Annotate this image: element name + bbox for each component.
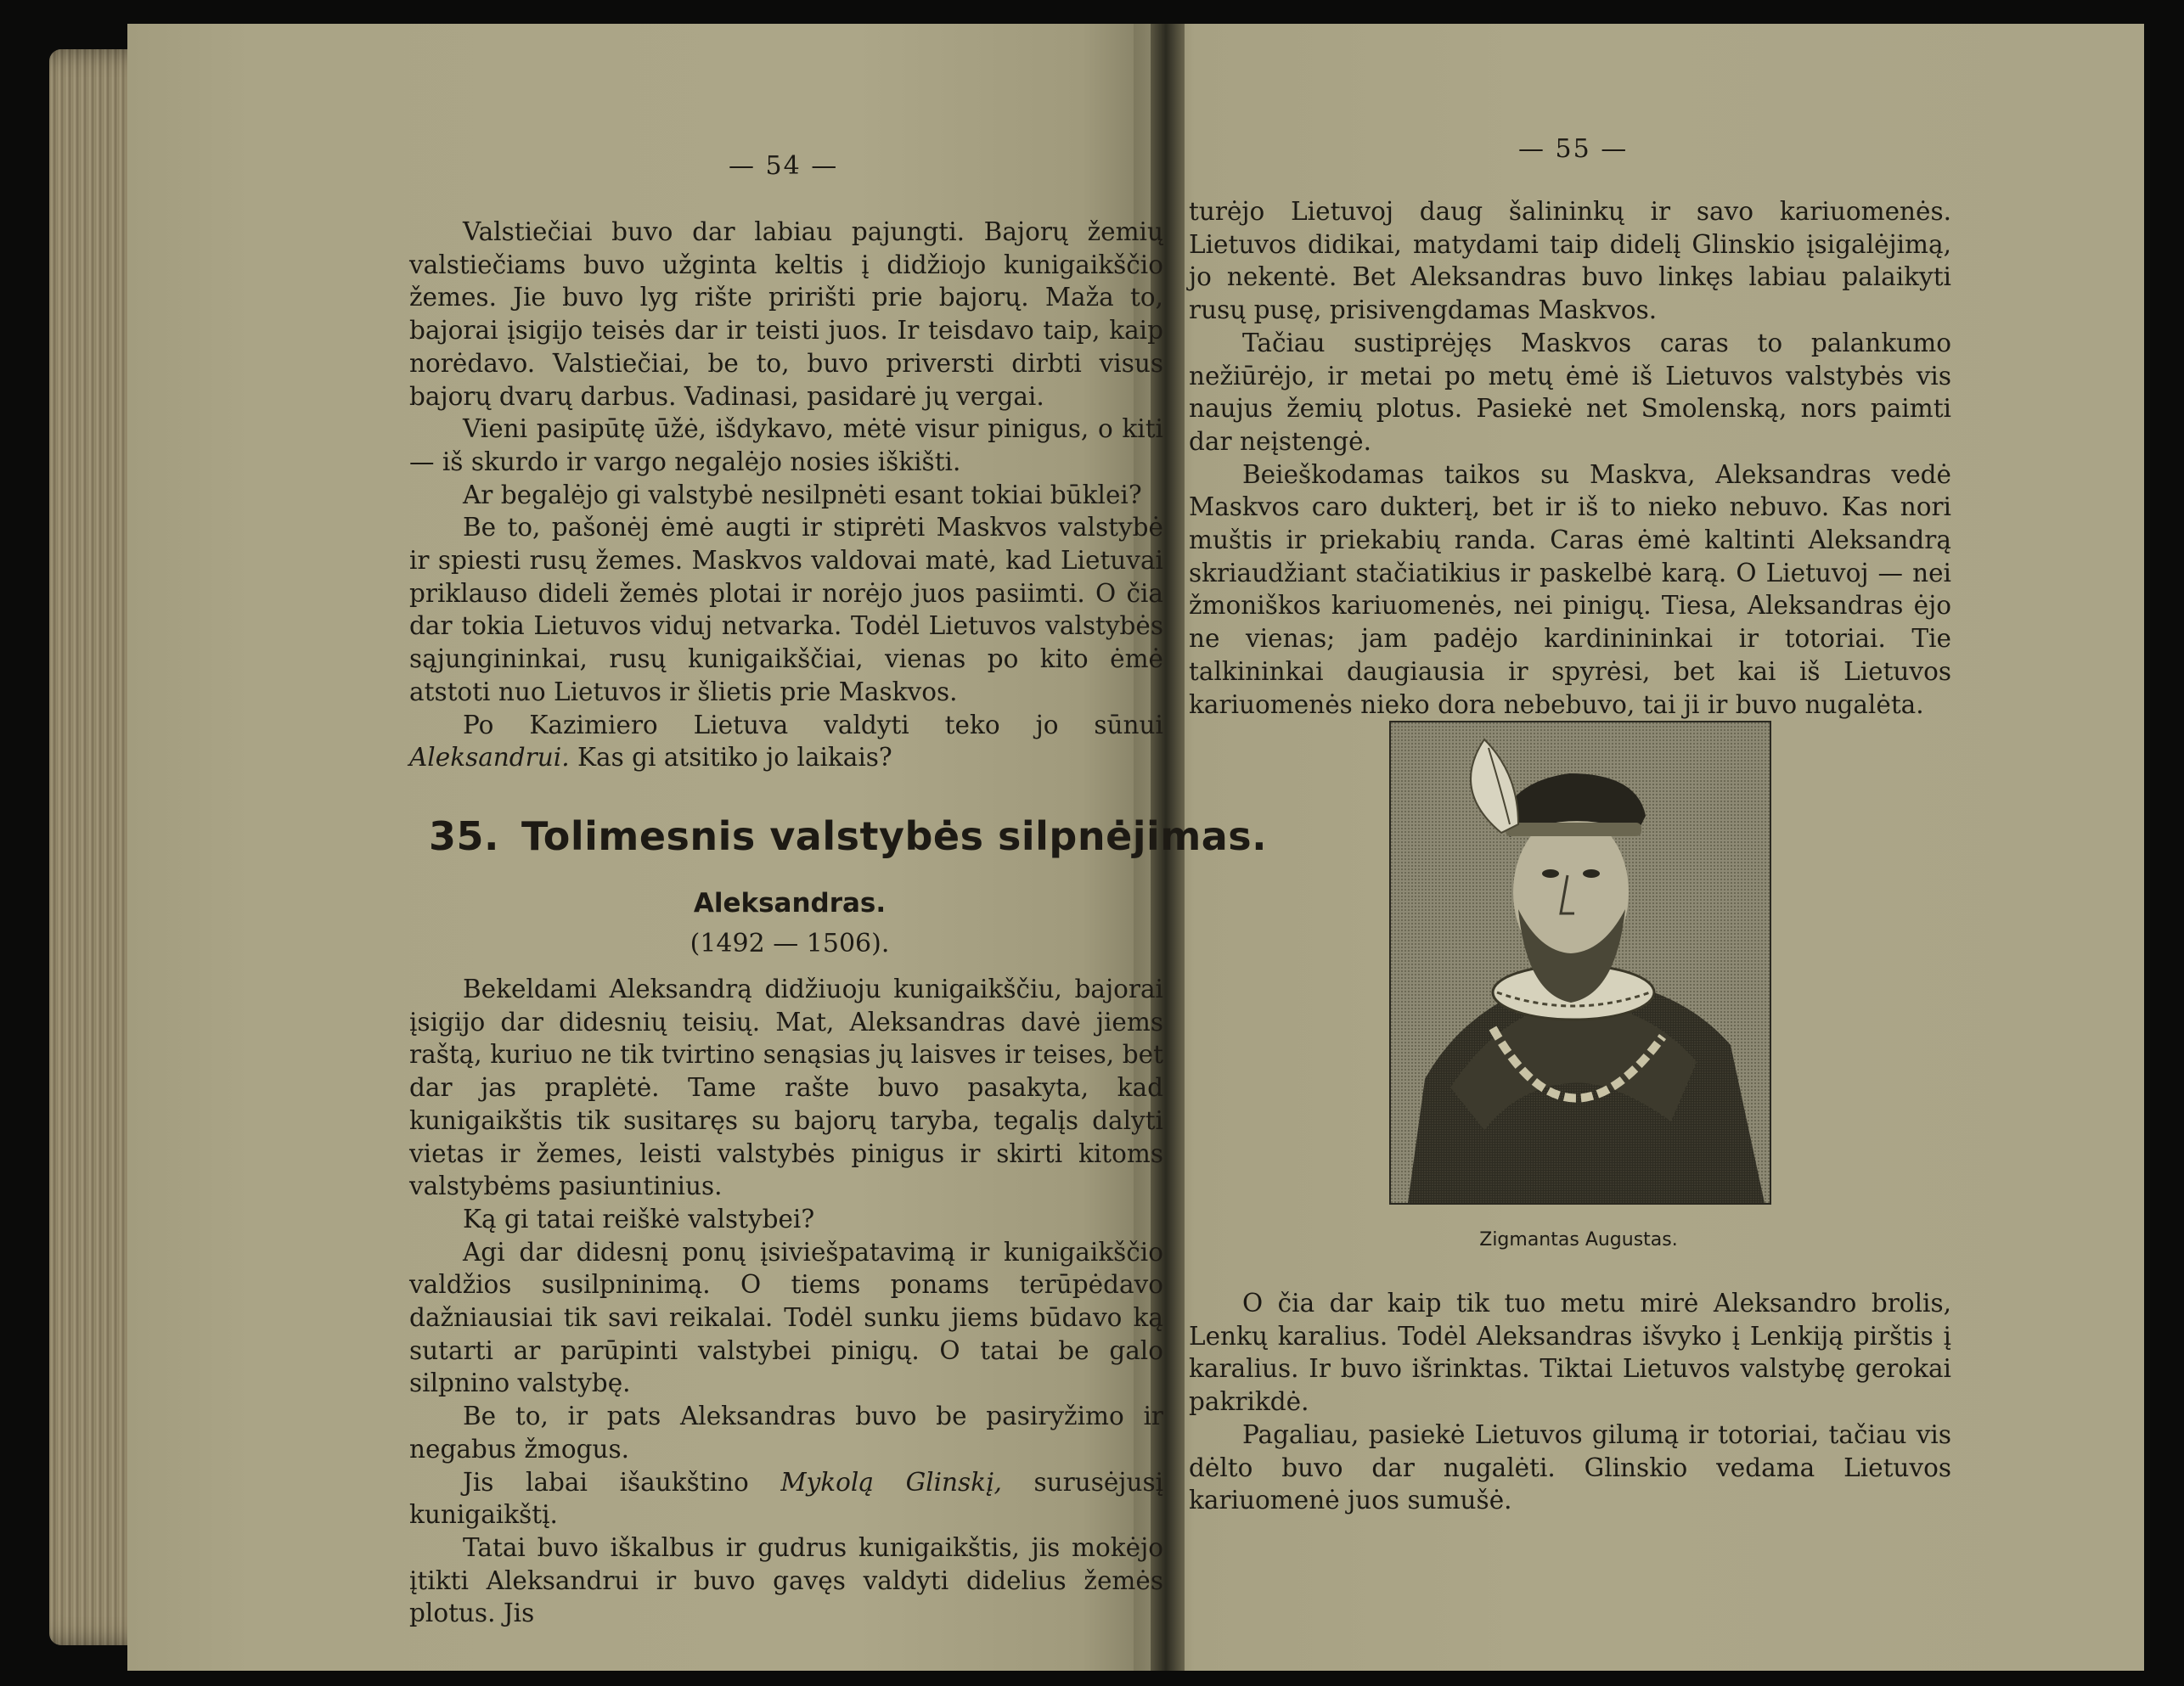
text-span: surusėjusį kunigaikštį. — [409, 1467, 1164, 1530]
paragraph: Beieškodamas taikos su Maskva, Aleksandras vedė Maskvos caro dukterį, bet ir iš to nieko nebuvo. Kas nori muštis ir priekabių randa. Caras ėmė kaltinti Aleksandrą skriaudžiant stačiatikius ir paskelbė karą. O Lietuvoj — nei žmoniškos kariuomenės, nei pinigų. Tiesa, Aleksandras ėjo ne vienas; jam padėjo kardinininkai ir totoriai. Tie talkininkai daugiausia ir spyrėsi, bet kai iš Lietuvos kariuomenės nieko dora nebebuvo, tai ji ir buvo nugalėta. — [1189, 459, 1951, 719]
chapter-number: 35. — [429, 813, 499, 859]
right-page-top-text — [1189, 195, 1951, 721]
chapter-title: Tolimesnis valstybės silpnėjimas. — [521, 813, 1268, 859]
paragraph: O čia dar kaip tik tuo metu mirė Aleksandro brolis, Lenkų karalius. Todėl Aleksandras išvyko į Lenkiją pirštis į karalius. Ir buvo išrinktas. Tiktai Lietuvos valstybę gerokai pakrikdė. — [1189, 1289, 1951, 1417]
portrait-caption: Zigmantas Augustas. — [1479, 1229, 1678, 1250]
text-span: Po Kazimiero Lietuva valdyti teko jo sūnui — [463, 710, 1163, 739]
paragraph: Be to, ir pats Aleksandras buvo be pasiryžimo ir negabus žmogus. — [409, 1402, 1163, 1464]
right-page-bottom-text — [1189, 1287, 1951, 1517]
italic-name: Aleksandrui. — [409, 743, 570, 773]
paragraph: Agi dar didesnį ponų įsiviešpatavimą ir kunigaikščio valdžios susilpninimą. O tiems ponams terūpėdavo dažniausiai tik savi reikalai. Todėl sunku jiems būdavo ką sutarti ar parūpinti valstybei pinigų. O tatai be galo silpnino valstybę. — [409, 1237, 1163, 1398]
portrait-engraving — [1391, 722, 1770, 1203]
section-subheading: Aleksandras. — [693, 888, 887, 919]
paragraph — [409, 1466, 1163, 1531]
left-page-top-text — [409, 216, 1163, 774]
chapter-heading — [429, 813, 1267, 859]
paragraph: Ką gi tatai reiškė valstybei? — [463, 1204, 815, 1234]
left-page-bottom-text — [409, 973, 1163, 1630]
paragraph: Bekeldami Aleksandrą didžiuoju kunigaikščiu, bajorai įsigijo dar didesnių teisių. Mat, Aleksandras davė jiems raštą, kuriuo ne tik tvirtino senąsias jų laisves ir teises, bet dar jas praplėtė. Tame rašte buvo pasakyta, kad kunigaikštis tik susitaręs su bajorų taryba, tegalįs dalyti vietas ir žemes, leisti valstybės pinigus ir skirti kitoms valstybėms pasiuntinius. — [409, 975, 1163, 1201]
paragraph: turėjo Lietuvoj daug šalininkų ir savo kariuomenės. Lietuvos didikai, matydami taip didelį Glinskio įsigalėjimą, jo nekentė. Bet Aleksandras buvo linkęs labiau palaikyti rusų pusę, prisivengdamas Maskvos. — [1189, 197, 1951, 325]
reign-years: (1492 — 1506). — [690, 929, 890, 958]
portrait-image — [1389, 721, 1771, 1205]
right-page-number: — 55 — — [1518, 134, 1629, 164]
paragraph: Tatai buvo iškalbus ir gudrus kunigaikštis, jis mokėjo įtikti Aleksandrui ir buvo gavęs valdyti didelius žemės plotus. Jis — [409, 1532, 1163, 1628]
text-span: Jis labai išaukštino — [463, 1467, 781, 1497]
paragraph: Valstiečiai buvo dar labiau pajungti. Bajorų žemių valstiečiams buvo užginta keltis į didžiojo kunigaikščio žemes. Jie buvo lyg rište pririšti prie bajorų. Maža to, bajorai įsigijo teisės dar ir teisti juos. Ir teisdavo taip, kaip norėdavo. Valstiečiai, be to, buvo priversti dirbti visus bajorų dvarų darbus. Vadinasi, pasidarė jų vergai. — [409, 217, 1163, 411]
paragraph — [409, 709, 1163, 774]
left-page-number: — 54 — — [729, 151, 839, 181]
paragraph: Vieni pasipūtę ūžė, išdykavo, mėtė visur pinigus, o kiti — iš skurdo ir vargo negalėjo nosies iškišti. — [409, 414, 1163, 476]
text-span: Kas gi atsitiko jo laikais? — [569, 743, 892, 773]
paragraph: Ar begalėjo gi valstybė nesilpnėti esant tokiai būklei? — [463, 480, 1142, 509]
italic-name: Mykolą Glinskį, — [780, 1467, 1002, 1497]
paragraph: Be to, pašonėj ėmė augti ir stiprėti Maskvos valstybė ir spiesti rusų žemes. Maskvos valdovai matė, kad Lietuvai priklauso dideli žemės plotai ir norėjo juos pasiimti. O čia dar tokia Lietuvos viduj netvarka. Todėl Lietuvos valstybės sąjungininkai, rusų kunigaikščiai, vienas po kito ėmė atstoti nuo Lietuvos ir šlietis prie Maskvos. — [409, 513, 1163, 706]
paragraph: Tačiau sustiprėjęs Maskvos caras to palankumo nežiūrėjo, ir metai po metų ėmė iš Lietuvos valstybės vis naujus žemių plotus. Pasiekė net Smolenską, nors paimti dar neįstengė. — [1189, 328, 1951, 456]
paragraph: Pagaliau, pasiekė Lietuvos gilumą ir totoriai, tačiau vis dėlto buvo dar nugalėti. Glinskio vedama Lietuvos kariuomenė juos sumušė. — [1189, 1419, 1951, 1515]
